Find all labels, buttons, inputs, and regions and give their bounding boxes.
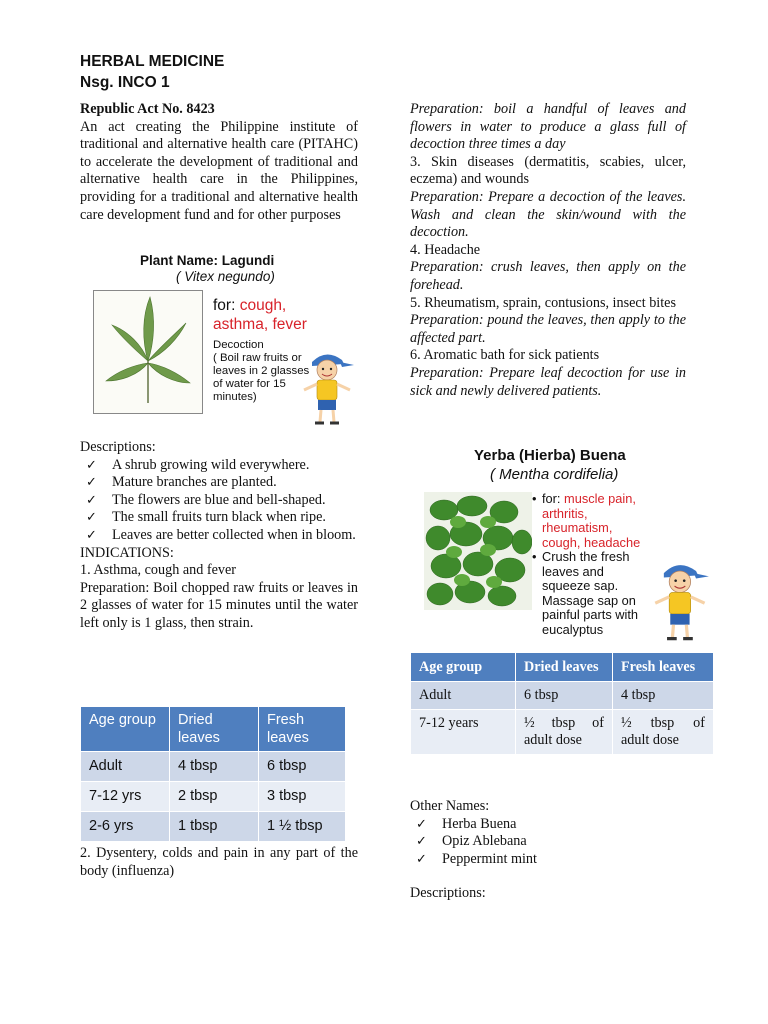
lagundi-for-label: for:	[213, 297, 240, 314]
act-text: An act creating the Philippine institute of traditional and alternative health care (PITAHC) to accelerate the development of traditional and alternative health care in the Philippines, providing for a traditional and alternative health care development fund and for other purposes	[80, 118, 358, 223]
yerba-title: Yerba (Hierba) Buena	[474, 447, 626, 464]
yerba-scientific-name: ( Mentha cordifelia)	[490, 466, 619, 483]
check-icon: ✓	[86, 492, 97, 508]
other-names-heading: Other Names:	[410, 798, 490, 814]
indication-4: 4. Headache	[410, 241, 481, 258]
indication-2-preparation: Preparation: boil a handful of leaves and flowers in water to produce a glass full of decoction three times a day	[410, 101, 686, 153]
table-header: Fresh leaves	[613, 653, 714, 682]
table-row: Adult 6 tbsp 4 tbsp	[411, 682, 714, 710]
yerba-bullets	[532, 492, 652, 637]
list-item: ✓ The flowers are blue and bell-shaped.	[86, 491, 326, 508]
lagundi-decoction	[213, 339, 313, 404]
table-row: 2-6 yrs 1 tbsp 1 ½ tbsp	[81, 812, 346, 842]
decoction-detail: ( Boil raw fruits or leaves in 2 glasses of water for 15 minutes)	[213, 352, 310, 403]
list-item: ✓ Leaves are better collected when in bloom.	[86, 526, 356, 543]
indications-heading: INDICATIONS:	[80, 544, 174, 561]
check-icon: ✓	[86, 510, 97, 526]
right-column	[410, 101, 686, 400]
cartoon-boy-image	[650, 556, 712, 644]
yerba-other-names	[410, 798, 686, 903]
check-icon: ✓	[86, 527, 97, 543]
act-title: Republic Act No. 8423	[80, 101, 215, 117]
list-item: ✓ A shrub growing wild everywhere.	[86, 456, 310, 473]
list-item: ✓ Opiz Ablebana	[416, 833, 527, 850]
decoction-label: Decoction	[213, 339, 264, 351]
lagundi-for-text-2: asthma, fever	[213, 316, 307, 333]
lagundi-card	[80, 246, 358, 432]
lagundi-plant-name: Plant Name: Lagundi	[140, 253, 275, 268]
indication-3-preparation: Preparation: Prepare a decoction of the leaves. Wash and clean the skin/wound with the decoction.	[410, 188, 686, 241]
table-header: Fresh leaves	[259, 707, 346, 752]
table-header: Dried leaves	[170, 707, 259, 752]
lagundi-for-text-1: cough,	[239, 297, 287, 314]
indication-5: 5. Rheumatism, sprain, contusions, insect bites	[410, 294, 676, 311]
table-header: Dried leaves	[516, 653, 613, 682]
yerba-bullet-1: • for: muscle pain, arthritis, rheumatism, cough, headache	[532, 491, 641, 550]
yerba-buena-card	[410, 438, 716, 644]
table-header: Age group	[81, 707, 170, 752]
lagundi-scientific-name: ( Vitex negundo)	[176, 269, 275, 284]
yerba-leaves-image	[424, 492, 532, 610]
yerba-bullet-2: • Crush the fresh leaves and squeeze sap. Massage sap on painful parts with eucalyptus	[532, 549, 639, 637]
table-header-row	[81, 707, 346, 752]
list-item: ✓ Herba Buena	[416, 815, 517, 832]
indication-1: 1. Asthma, cough and fever	[80, 562, 237, 579]
table-header-row	[411, 653, 714, 682]
indication-3: 3. Skin diseases (dermatitis, scabies, ulcer, eczema) and wounds	[410, 153, 686, 188]
check-icon: ✓	[416, 834, 427, 850]
list-item: ✓ Peppermint mint	[416, 850, 537, 867]
cartoon-boy-image	[300, 346, 356, 428]
lagundi-leaf-image	[93, 290, 203, 414]
lagundi-dosage-table	[80, 706, 346, 842]
indication-4-preparation: Preparation: crush leaves, then apply on the forehead.	[410, 259, 686, 293]
check-icon: ✓	[86, 457, 97, 473]
table-row: 7-12 yrs 2 tbsp 3 tbsp	[81, 782, 346, 812]
yerba-dosage-table	[410, 652, 714, 755]
table-row: Adult 4 tbsp 6 tbsp	[81, 752, 346, 782]
table-row: 7-12 years ½ tbsp of adult dose ½ tbsp of adult dose	[411, 710, 714, 755]
yerba-descriptions-heading: Descriptions:	[410, 885, 486, 902]
check-icon: ✓	[86, 475, 97, 491]
page-subtitle: Nsg. INCO 1	[80, 74, 170, 91]
lagundi-descriptions	[80, 439, 358, 633]
descriptions-list	[80, 457, 358, 545]
indication-2: 2. Dysentery, colds and pain in any part of the body (influenza)	[80, 845, 358, 879]
check-icon: ✓	[416, 816, 427, 832]
left-column	[80, 101, 358, 224]
list-item: ✓ The small fruits turn black when ripe.	[86, 509, 326, 526]
page-title: HERBAL MEDICINE	[80, 53, 225, 70]
other-names-list	[410, 816, 686, 869]
list-item: ✓ Mature branches are planted.	[86, 474, 277, 491]
table-header: Age group	[411, 653, 516, 682]
check-icon: ✓	[416, 851, 427, 867]
indication-1-preparation: Preparation: Boil chopped raw fruits or leaves in 2 glasses of water for 15 minutes until the water left only is 1 glass, then strain.	[80, 579, 358, 631]
indication-5-preparation: Preparation: pound the leaves, then apply to the affected part.	[410, 312, 686, 346]
descriptions-heading: Descriptions:	[80, 439, 156, 455]
lagundi-for	[213, 296, 307, 334]
indication-6-preparation: Preparation: Prepare leaf decoction for use in sick and newly delivered patients.	[410, 364, 686, 399]
indication-6: 6. Aromatic bath for sick patients	[410, 347, 600, 364]
